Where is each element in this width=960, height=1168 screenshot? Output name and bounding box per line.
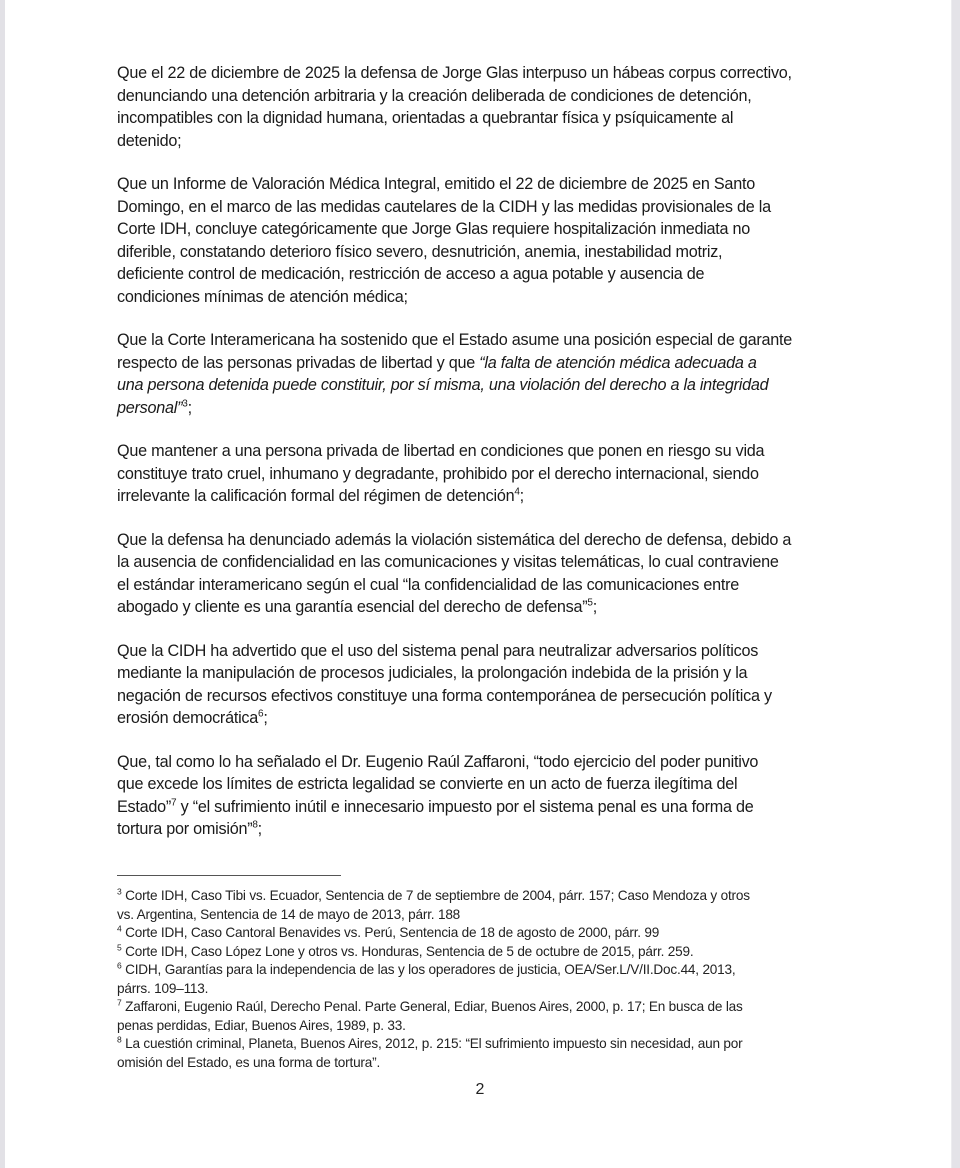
footnote-number: 5 — [117, 941, 122, 952]
text-plain: irrelevante la calificación formal del régimen de detención — [117, 487, 515, 505]
paragraph-corte-interamericana — [117, 329, 847, 419]
text-plain: ; — [257, 820, 262, 838]
footnote-text: La cuestión criminal, Planeta, Buenos Aires, 2012, p. 215: “El sufrimiento impuesto sin necesidad, aun por — [125, 1036, 743, 1051]
text-line — [117, 374, 847, 397]
footnote-ref-7[interactable]: 7 — [171, 797, 177, 809]
footnote-3 — [117, 887, 847, 924]
page-edge-left — [0, 0, 5, 1168]
text-line: Que mantener a una persona privada de libertad en condiciones que ponen en riesgo su vida — [117, 442, 765, 460]
text-line — [117, 352, 847, 375]
text-line — [117, 961, 847, 980]
text-line: constituye trato cruel, inhumano y degradante, prohibido por el derecho internacional, siendo — [117, 464, 759, 483]
footnote-text: CIDH, Garantías para la independencia de las y los operadores de justicia, OEA/Ser.L/V/II.Doc.44, 2013, — [125, 962, 736, 977]
page-edge-right — [951, 0, 960, 1168]
text-line: Que, tal como lo ha señalado el Dr. Eugenio Raúl Zaffaroni, “todo ejercicio del poder punitivo — [117, 752, 759, 771]
text-plain: y “el sufrimiento inútil e innecesario impuesto por el sistema penal es una forma de — [176, 797, 754, 816]
text-plain: ; — [592, 598, 597, 616]
text-line: Corte IDH, concluye categóricamente que Jorge Glas requiere hospitalización inmediata no — [117, 220, 751, 238]
footnote-number: 8 — [117, 1034, 122, 1045]
text-line: incompatibles con la dignidad humana, orientadas a quebrantar física y psíquicamente al — [117, 109, 734, 127]
quote-italic: “la falta de atención médica adecuada a — [479, 353, 757, 372]
text-line: detenido; — [117, 131, 182, 150]
footnote-6 — [117, 961, 847, 998]
footnote-text: Corte IDH, Caso López Lone y otros vs. Honduras, Sentencia de 5 de octubre de 2015, párr. 259. — [125, 943, 694, 959]
paragraph-habeas-corpus — [117, 62, 847, 152]
text-line: el estándar interamericano según el cual “la confidencialidad de las comunicaciones entre — [117, 575, 740, 594]
footnote-text: omisión del Estado, es una forma de tortura”. — [117, 1054, 381, 1070]
paragraph-derecho-defensa — [117, 529, 847, 619]
page-number: 2 — [475, 1081, 485, 1098]
footnote-text: vs. Argentina, Sentencia de 14 de mayo de 2013, párr. 188 — [117, 906, 461, 922]
text-line: Que la defensa ha denunciado además la violación sistemática del derecho de defensa, debido a — [117, 530, 792, 549]
text-line: la ausencia de confidencialidad en las comunicaciones y visitas telemáticas, lo cual contraviene — [117, 553, 779, 571]
text-line: diferible, constatando deterioro físico severo, desnutrición, anemia, inestabilidad motriz, — [117, 242, 723, 261]
footnote-8 — [117, 1035, 847, 1072]
text-line: mediante la manipulación de procesos judiciales, la prolongación indebida de la prisión y la — [117, 664, 748, 682]
text-line — [117, 818, 847, 841]
paragraph-informe-medico — [117, 173, 847, 308]
text-line: Que la CIDH ha advertido que el uso del sistema penal para neutralizar adversarios políticos — [117, 641, 759, 660]
text-plain: tortura por omisión” — [117, 820, 253, 838]
text-line: Que la Corte Interamericana ha sostenido que el Estado asume una posición especial de garante — [117, 331, 793, 349]
text-plain: ; — [187, 398, 192, 417]
footnote-ref-6[interactable]: 6 — [258, 708, 264, 720]
footnote-text: Corte IDH, Caso Tibi vs. Ecuador, Sentencia de 7 de septiembre de 2004, párr. 157; Caso Mendoza y otros — [125, 888, 750, 903]
text-plain: ; — [263, 709, 268, 727]
text-line — [117, 796, 847, 819]
footnotes — [117, 887, 847, 1072]
footnote-5 — [117, 943, 847, 962]
text-line — [117, 924, 847, 943]
quote-italic: una persona detenida puede constituir, por sí misma, una violación del derecho a la integridad — [117, 376, 769, 394]
footnote-text: penas perdidas, Ediar, Buenos Aires, 1989, p. 33. — [117, 1017, 406, 1033]
text-line: Domingo, en el marco de las medidas cautelares de la CIDH y las medidas provisionales de la — [117, 197, 771, 216]
footnote-ref-3[interactable]: 3 — [182, 398, 188, 410]
text-line: que excede los límites de estricta legalidad se convierte en un acto de fuerza ilegítima del — [117, 775, 738, 793]
footnote-number: 6 — [117, 960, 122, 971]
paragraph-cidh-persecucion — [117, 640, 847, 730]
text-plain: respecto de las personas privadas de libertad y que — [117, 353, 480, 372]
text-line — [117, 485, 847, 508]
text-plain: ; — [519, 487, 524, 505]
footnote-text: Zaffaroni, Eugenio Raúl, Derecho Penal. Parte General, Ediar, Buenos Aires, 2000, p. 17; En busca de las — [125, 999, 743, 1014]
footnote-ref-4[interactable]: 4 — [514, 486, 520, 498]
footnote-ref-8[interactable]: 8 — [252, 819, 258, 831]
text-line: Que un Informe de Valoración Médica Integral, emitido el 22 de diciembre de 2025 en Santo — [117, 175, 755, 193]
text-line: condiciones mínimas de atención médica; — [117, 287, 408, 306]
text-plain: Estado” — [117, 797, 172, 816]
text-line: Que el 22 de diciembre de 2025 la defensa de Jorge Glas interpuso un hábeas corpus correctivo, — [117, 64, 792, 82]
text-line: denunciando una detención arbitraria y la creación deliberada de condiciones de detención, — [117, 86, 752, 105]
text-line — [117, 707, 847, 730]
text-line — [117, 596, 847, 619]
text-line — [117, 887, 847, 906]
footnote-7 — [117, 998, 847, 1035]
text-line: deficiente control de medicación, restricción de acceso a agua potable y ausencia de — [117, 265, 705, 283]
footnote-separator — [117, 875, 341, 876]
footnote-4 — [117, 924, 847, 943]
text-line: negación de recursos efectivos constituye una forma contemporánea de persecución política y — [117, 686, 772, 705]
document-body — [117, 62, 847, 862]
paragraph-trato-cruel — [117, 440, 847, 508]
footnote-number: 4 — [117, 923, 122, 934]
footnote-ref-5[interactable]: 5 — [587, 597, 593, 609]
quote-italic: personal” — [117, 398, 183, 417]
footnote-number: 7 — [117, 997, 122, 1008]
text-plain: abogado y cliente es una garantía esencial del derecho de defensa” — [117, 598, 588, 616]
footnote-text: párrs. 109–113. — [117, 980, 209, 996]
paragraph-zaffaroni — [117, 751, 847, 841]
text-line — [117, 998, 847, 1017]
text-line — [117, 943, 847, 962]
footnote-number: 3 — [117, 886, 122, 897]
text-plain: erosión democrática — [117, 709, 259, 727]
text-line — [117, 397, 847, 420]
text-line — [117, 1035, 847, 1054]
footnote-text: Corte IDH, Caso Cantoral Benavides vs. Perú, Sentencia de 18 de agosto de 2000, párr. 99 — [125, 925, 660, 940]
